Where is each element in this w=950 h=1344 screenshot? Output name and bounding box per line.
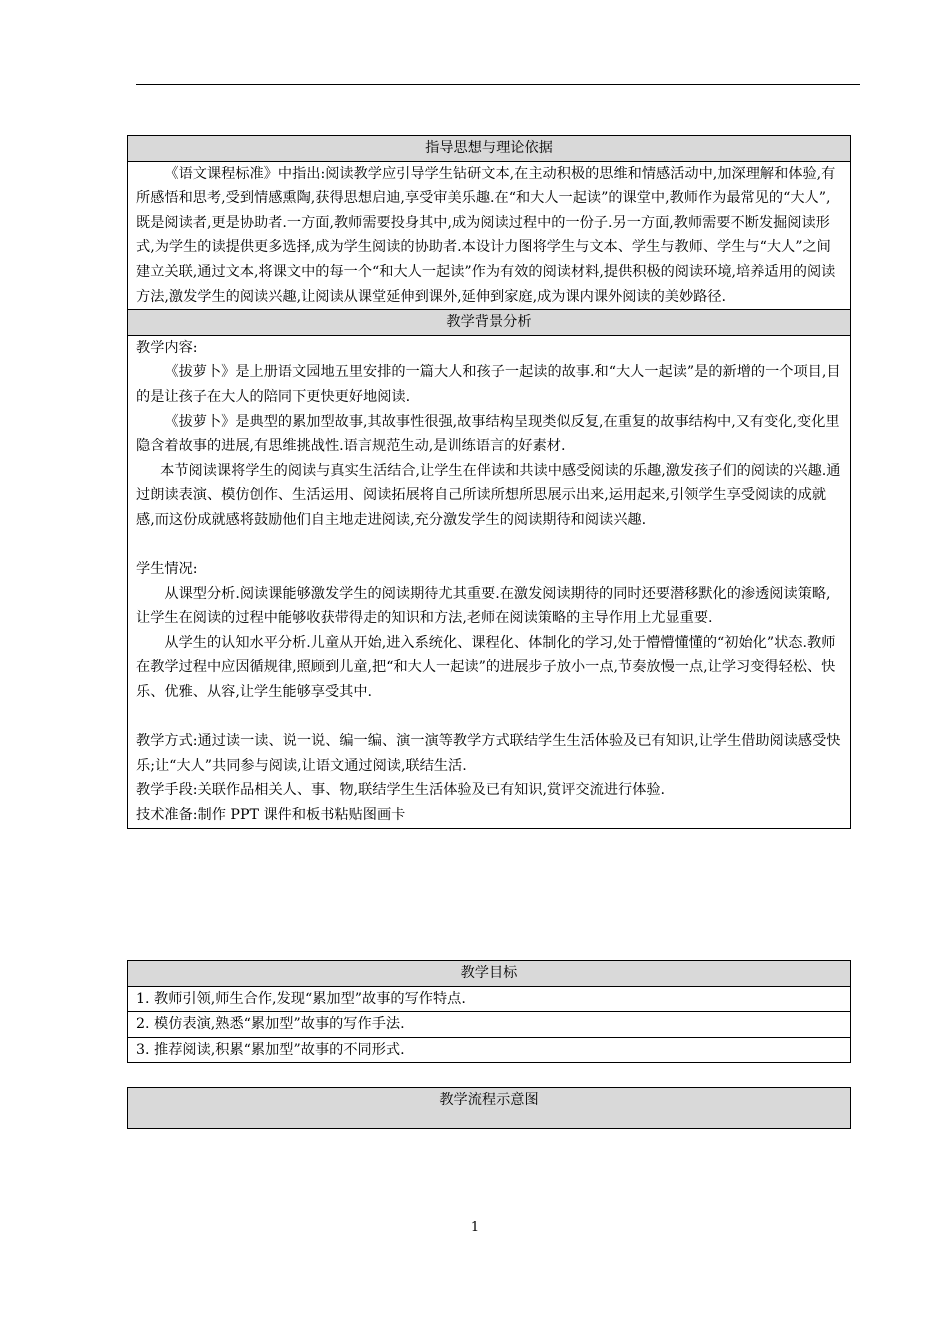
student-label: 学生情况:	[136, 561, 198, 578]
student-paragraph-2: 从学生的认知水平分析.儿童从开始,进入系统化、课程化、体制化的学习,处于懵懵懂懂的“初始化”状态.教师在教学过程中应因循规律,照顾到儿童,把“和大人一起读”的进展步子放小一点,节奏放慢一点,让学习变得轻松、快乐、优雅、从容,让学生能够享受其中.	[136, 634, 836, 701]
flowchart-table	[127, 1087, 851, 1129]
spacer	[136, 533, 842, 558]
objective-item: 3. 推荐阅读,积累“累加型”故事的不同形式.	[128, 1037, 851, 1063]
objectives-title: 教学目标	[128, 961, 851, 987]
background-cell	[128, 335, 851, 828]
guide-cell	[128, 161, 851, 310]
content-paragraph-3: 本节阅读课将学生的阅读与真实生活结合,让学生在伴读和共读中感受阅读的乐趣,激发孩子们的阅读的兴趣.通过朗读表演、模仿创作、生活运用、阅读拓展将自己所读所想所思展示出来,运用起来,引领学生享受阅读的成就感,而这份成就感将鼓励他们自主地走进阅读,充分激发学生的阅读期待和阅读兴趣.	[136, 462, 841, 528]
content-paragraph-1: 《拔萝卜》是上册语文园地五里安排的一篇大人和孩子一起读的故事.和“大人一起读”是的新增的一个项目,目的是让孩子在大人的陪同下更快更好地阅读.	[136, 364, 841, 405]
flowchart-title: 教学流程示意图	[128, 1088, 851, 1129]
background-title: 教学背景分析	[128, 310, 851, 336]
teaching-method: 教学方式:通过读一读、说一说、编一编、演一演等教学方式联结学生生活体验及已有知识,让学生借助阅读感受快乐;让“大人”共同参与阅读,让语文通过阅读,联结生活.	[136, 733, 841, 774]
analysis-table	[127, 135, 851, 829]
objective-item: 1. 教师引领,师生合作,发现“累加型”故事的写作特点.	[128, 986, 851, 1012]
tech-preparation: 技术准备:制作 PPT 课件和板书粘贴图画卡	[136, 807, 406, 824]
student-paragraph-1: 从课型分析.阅读课能够激发学生的阅读期待尤其重要.在激发阅读期待的同时还要潜移默化的渗透阅读策略,让学生在阅读的过程中能够收获带得走的知识和方法,老师在阅读策略的主导作用上尤显重要.	[136, 585, 831, 627]
page-number: 1	[470, 1220, 480, 1235]
content-label: 教学内容:	[136, 339, 198, 356]
content-paragraph-2: 《拔萝卜》是典型的累加型故事,其故事性很强,故事结构呈现类似反复,在重复的故事结构中,又有变化,变化里隐含着故事的进展,有思维挑战性.语言规范生动,是训练语言的好素材.	[136, 413, 840, 455]
spacer	[136, 705, 842, 730]
guide-text: 《语文课程标准》中指出:阅读教学应引导学生钻研文本,在主动积极的思维和情感活动中,加深理解和体验,有所感悟和思考,受到情感熏陶,获得思想启迪,享受审美乐趣.在“和大人一起读”的课堂中,教师作为最常见的“大人”,既是阅读者,更是协助者.一方面,教师需要投身其中,成为阅读过程中的一份子.另一方面,教师需要不断发掘阅读形式,为学生的读提供更多选择,成为学生阅读的协助者.本设计力图将学生与文本、学生与教师、学生与“大人”之间建立关联,通过文本,将课文中的每一个“和大人一起读”作为有效的阅读材料,提供积极的阅读环境,培养适用的阅读方法,激发学生的阅读兴趣,让阅读从课堂延伸到课外,延伸到家庭,成为课内课外阅读的美妙路径.	[136, 165, 836, 305]
objective-item: 2. 模仿表演,熟悉“累加型”故事的写作手法.	[128, 1012, 851, 1038]
teaching-means: 教学手段:关联作品相关人、事、物,联结学生生活体验及已有知识,赏评交流进行体验.	[136, 782, 666, 799]
objectives-table	[127, 960, 851, 1063]
guide-title: 指导思想与理论依据	[128, 136, 851, 162]
header-rule	[136, 84, 860, 85]
